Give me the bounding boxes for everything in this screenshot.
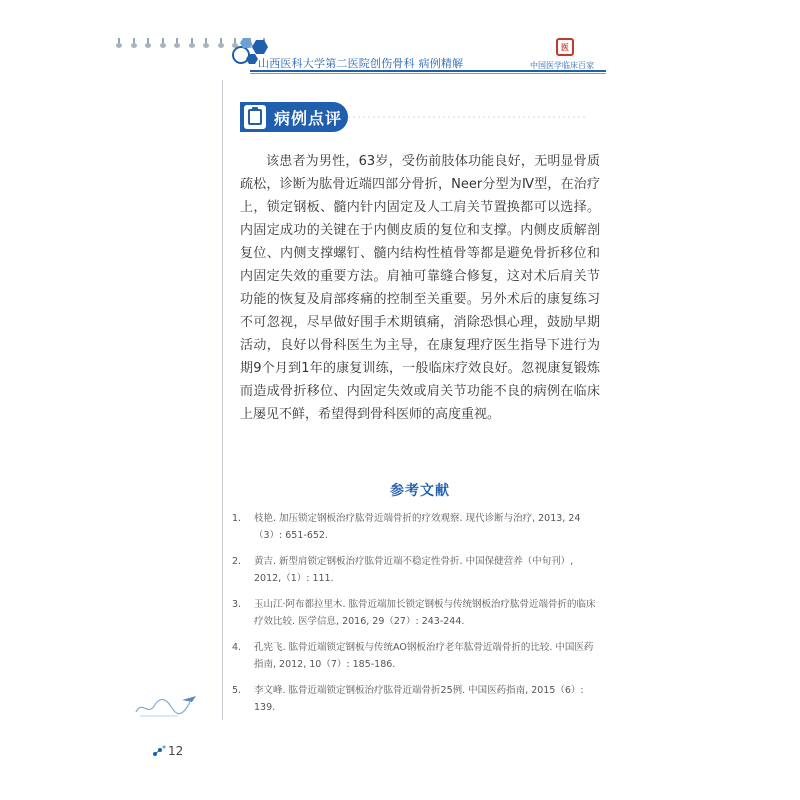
page-number: 12 (168, 744, 184, 758)
reference-item (232, 553, 602, 587)
header-series-name: 中国医学临床百家 (530, 61, 594, 70)
page-dots-icon (152, 744, 166, 758)
reference-text: 枝艳. 加压锁定钢板治疗肱骨近端骨折的疗效观察. 现代诊断与治疗, 2013, 24（3）: 651-652. (254, 513, 581, 541)
header-divider-thin (250, 73, 606, 74)
reference-number: 3. (232, 599, 242, 610)
reference-text: 黄吉. 新型肩锁定钢板治疗肱骨近端不稳定性骨折. 中国保健营养（中旬刊）, 2012,（1）: 111. (254, 556, 574, 584)
margin-rule (222, 80, 223, 720)
banner-dotted-line (348, 112, 588, 122)
pin-icon (218, 38, 224, 48)
pin-icon (131, 38, 137, 48)
reference-number: 2. (232, 556, 242, 567)
pin-icon (160, 38, 166, 48)
signature-logo (132, 692, 202, 720)
reference-text: 孔宪飞. 肱骨近端锁定钢板与传统AO钢板治疗老年肱骨近端骨折的比较. 中国医药指南, 2012, 10（7）: 185-186. (254, 642, 594, 670)
reference-text: 李文峰. 肱骨近端锁定钢板治疗肱骨近端骨折25例. 中国医药指南, 2015（6）: 139. (254, 685, 584, 713)
reference-number: 1. (232, 513, 242, 524)
reference-item (232, 639, 602, 673)
pin-icon (203, 38, 209, 48)
reference-number: 4. (232, 642, 242, 653)
references-list (232, 510, 602, 725)
references-title: 参考文献 (390, 483, 450, 499)
clipboard-icon (244, 105, 266, 129)
pin-icon (189, 38, 195, 48)
section-title: 病例点评 (274, 108, 343, 128)
seal-logo: 医 (556, 38, 574, 56)
section-banner (240, 102, 348, 132)
reference-item (232, 510, 602, 544)
reference-item (232, 596, 602, 630)
pin-icon (174, 38, 180, 48)
pin-icon (116, 38, 122, 48)
reference-number: 5. (232, 685, 242, 696)
commentary-paragraph: 该患者为男性，63岁，受伤前肢体功能良好，无明显骨质疏松，诊断为肱骨近端四部分骨折，Neer分型为Ⅳ型，在治疗上，锁定钢板、髓内针内固定及人工肩关节置换都可以选择。内固定成功的关键在于内侧皮质的复位和支撑。内侧皮质解剖复位、内侧支撑螺钉、髓内结构性植骨等都是避免骨折移位和内固定失效的重要方法。肩袖可靠缝合修复，这对术后肩关节功能的恢复及肩部疼痛的控制至关重要。另外术后的康复练习不可忽视，尽早做好围手术期镇痛，消除恐惧心理，鼓励早期活动，良好以骨科医生为主导，在康复理疗医生指导下进行为期9个月到1年的康复训练，一般临床疗效良好。忽视康复锻炼而造成骨折移位、内固定失效或肩关节功能不良的病例在临床上屡见不鲜，希望得到骨科医师的高度重视。 (240, 154, 600, 422)
reference-item (232, 682, 602, 716)
reference-text: 玉山江·阿布都拉里木. 肱骨近端加长锁定钢板与传统钢板治疗肱骨近端骨折的临床疗效比较. 医学信息, 2016, 29（27）: 243-244. (254, 599, 596, 627)
header-title: 山西医科大学第二医院创伤骨科 病例精解 (258, 57, 464, 70)
pin-icon (145, 38, 151, 48)
